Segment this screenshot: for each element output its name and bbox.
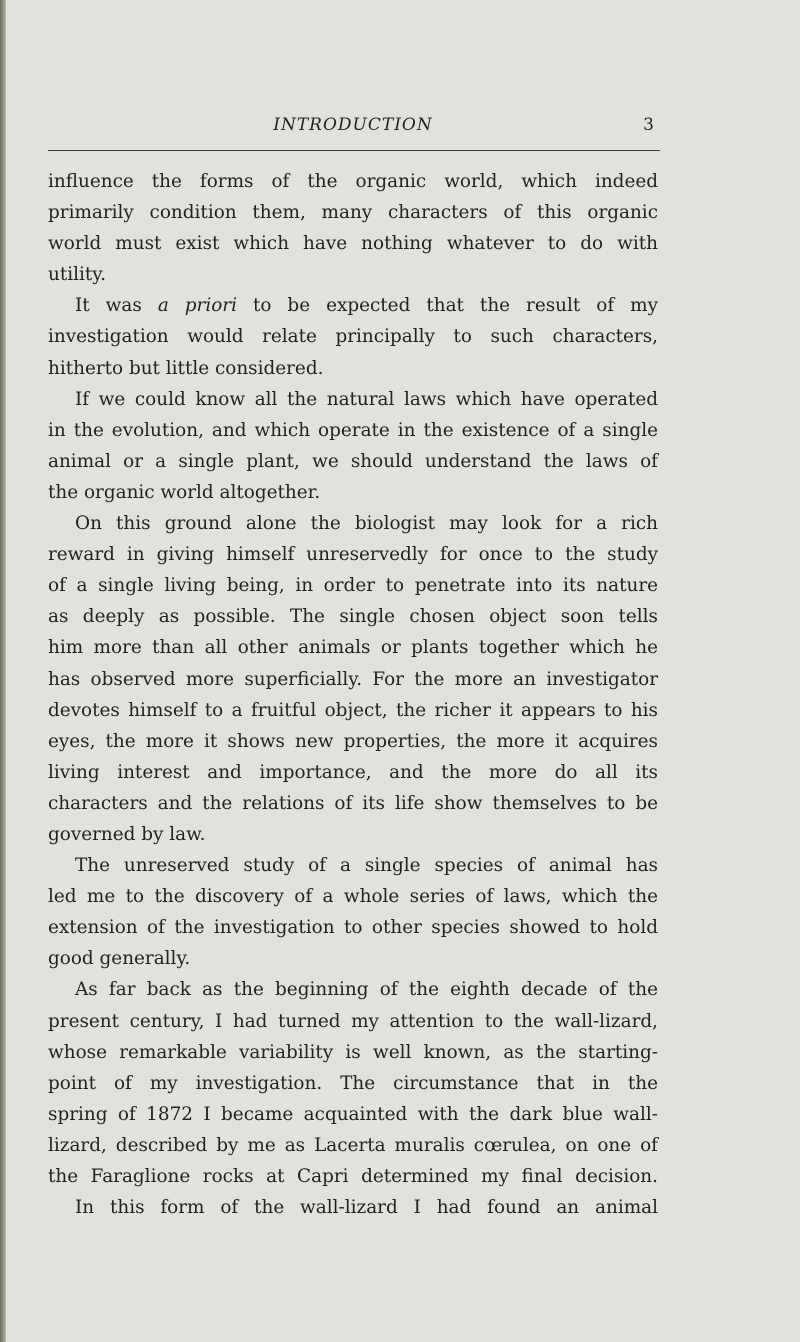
text-line: in the evolution, and which operate in the existence of a single: [48, 419, 658, 441]
text-line: spring of 1872 I became acquainted with the dark blue wall-: [48, 1103, 658, 1125]
text-line: point of my investigation. The circumstance that in the: [48, 1072, 658, 1094]
text-line: extension of the investigation to other species showed to hold: [48, 917, 658, 939]
text-line: lizard, described by me as Lacerta muralis cœrulea, on one of: [48, 1134, 658, 1156]
text-line: hitherto but little considered.: [48, 357, 324, 379]
text-line: good generally.: [48, 948, 191, 970]
text-line: characters and the relations of its life show themselves to be: [48, 792, 658, 814]
body-text: [48, 166, 658, 1223]
text-line: living interest and importance, and the more do all its: [48, 761, 658, 783]
text-line: reward in giving himself unreservedly for once to the study: [48, 544, 658, 566]
text-line: led me to the discovery of a whole series of laws, which the: [48, 886, 658, 908]
text-line: present century, I had turned my attention to the wall-lizard,: [48, 1010, 658, 1032]
text-line: eyes, the more it shows new properties, the more it acquires: [48, 730, 658, 752]
text-line: world must exist which have nothing whatever to do with: [48, 233, 658, 255]
header-rule: [48, 150, 660, 151]
text-line: has observed more superficially. For the more an investigator: [48, 668, 658, 690]
running-head: INTRODUCTION: [273, 115, 433, 135]
text-line: utility.: [48, 264, 107, 286]
text-line: influence the forms of the organic world, which indeed: [48, 171, 658, 192]
text-line: him more than all other animals or plants together which he: [48, 637, 658, 659]
text-line: as deeply as possible. The single chosen object soon tells: [48, 606, 658, 628]
text-line: of a single living being, in order to penetrate into its nature: [48, 575, 658, 597]
text-line: animal or a single plant, we should understand the laws of: [48, 450, 658, 472]
text-line: If we could know all the natural laws which have operated: [75, 388, 658, 410]
text-line: primarily condition them, many characters of this organic: [48, 202, 658, 224]
italic-phrase: a priori: [157, 295, 237, 317]
text-line: [48, 290, 658, 321]
text-line: As far back as the beginning of the eighth decade of the: [75, 979, 658, 1001]
text-line: governed by law.: [48, 823, 206, 845]
text-line: investigation would relate principally to such characters,: [48, 326, 658, 348]
text-segment: to be expected that the result of my: [236, 295, 658, 317]
page-edge: [0, 0, 6, 1342]
page-header: [48, 113, 658, 143]
text-line: On this ground alone the biologist may look for a rich: [75, 513, 658, 535]
text-line: the Faraglione rocks at Capri determined my final decision.: [48, 1166, 658, 1187]
text-line: In this form of the wall-lizard I had found an animal: [75, 1197, 658, 1219]
text-segment: It was: [75, 295, 158, 317]
text-line: whose remarkable variability is well known, as the starting-: [48, 1041, 658, 1063]
text-line: the organic world altogether.: [48, 481, 321, 503]
page-number: 3: [643, 115, 654, 135]
text-line: The unreserved study of a single species of animal has: [75, 855, 658, 877]
text-line: devotes himself to a fruitful object, the richer it appears to his: [48, 699, 658, 721]
